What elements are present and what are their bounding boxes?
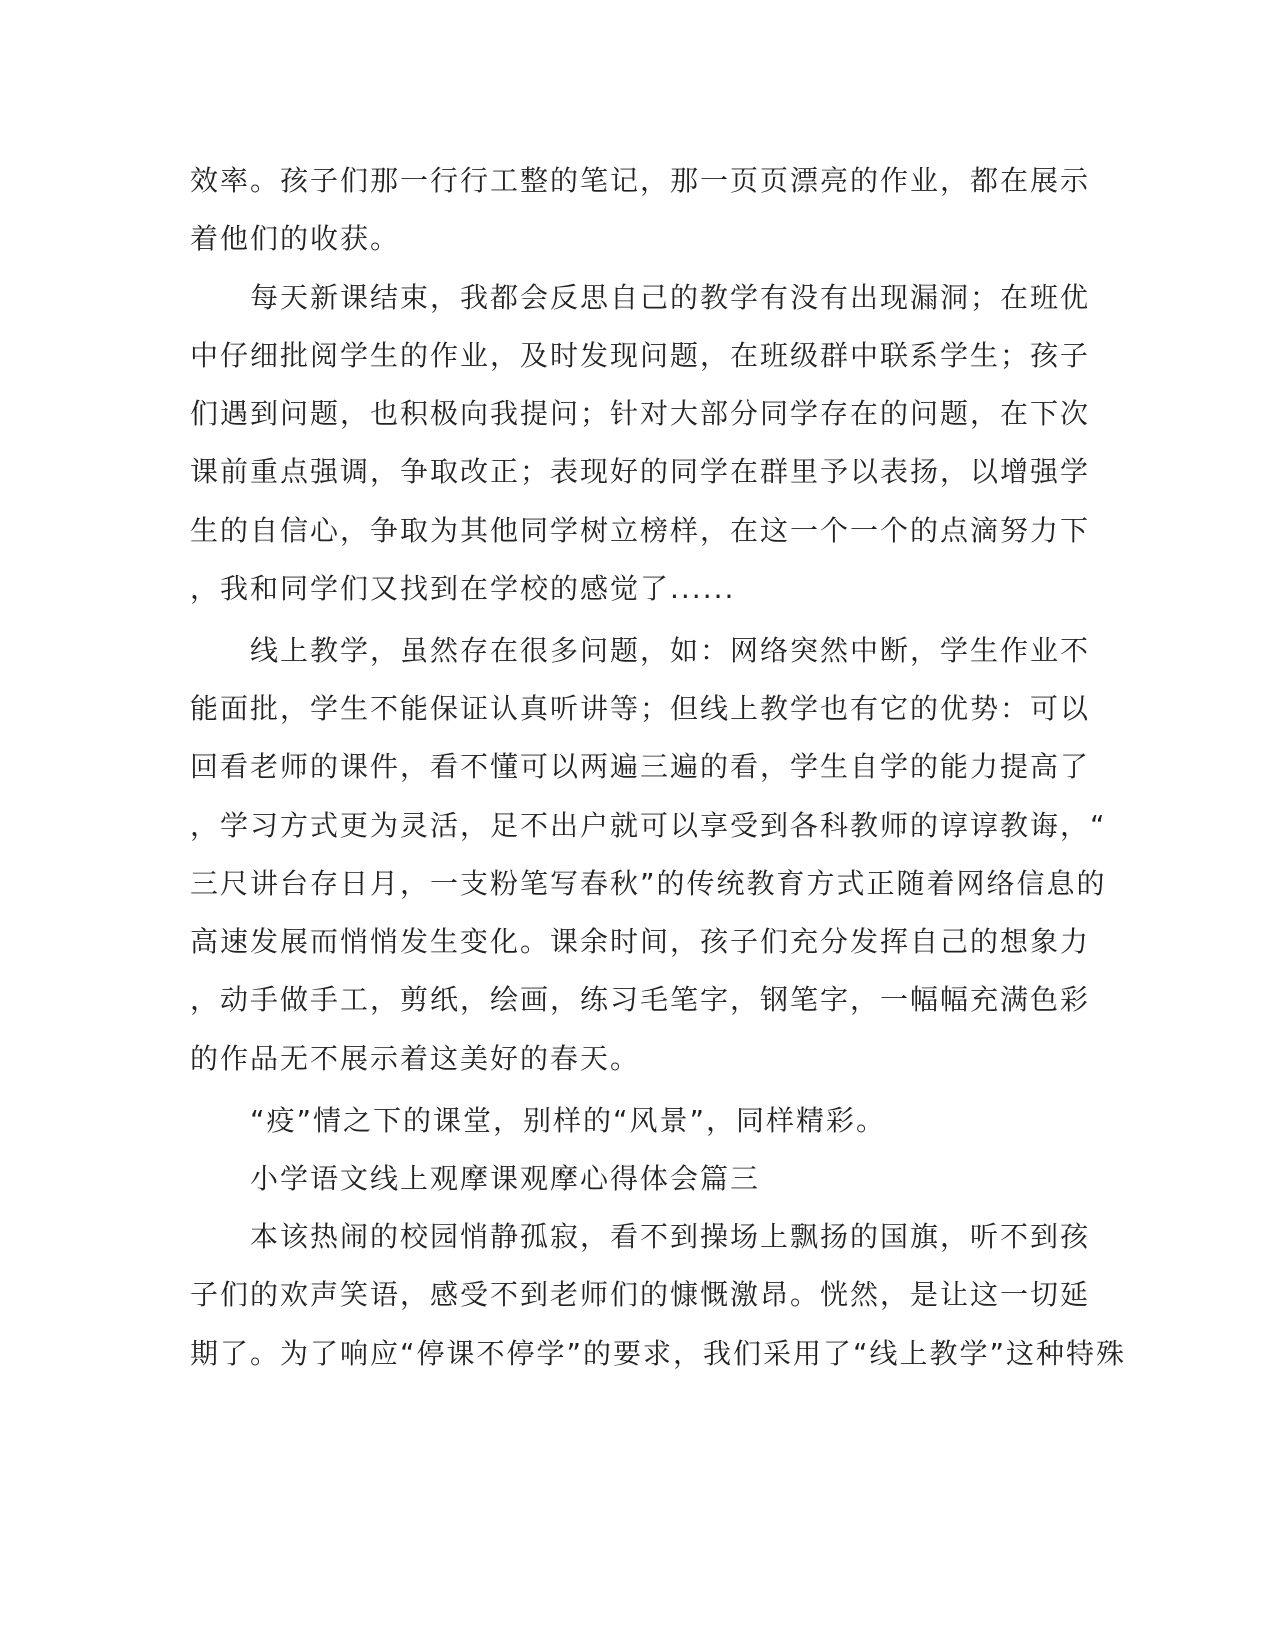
text-line: 效率。孩子们那一行行工整的笔记，那一页页漂亮的作业，都在展示	[190, 164, 1091, 197]
text-line: ，学习方式更为灵活，足不出户就可以享受到各科教师的谆谆教诲，“	[190, 809, 1107, 842]
text-line: 子们的欢声笑语，感受不到老师们的慷慨激昂。恍然，是让这一切延	[190, 1278, 1091, 1311]
text-line: 本该热闹的校园悄静孤寂，看不到操场上飘扬的国旗，听不到孩	[190, 1220, 1091, 1253]
text-line: 中仔细批阅学生的作业，及时发现问题，在班级群中联系学生；孩子	[190, 339, 1091, 372]
text-line: “疫”情之下的课堂，别样的“风景”，同样精彩。	[190, 1104, 887, 1137]
text-line: ，我和同学们又找到在学校的感觉了......	[190, 572, 736, 605]
text-line: 着他们的收获。	[190, 222, 401, 255]
text-line: 期了。为了响应“停课不停学”的要求，我们采用了“线上教学”这种特殊	[190, 1337, 1127, 1370]
text-line: 的作品无不展示着这美好的春天。	[190, 1042, 641, 1075]
text-line: 三尺讲台存日月，一支粉笔写春秋”的传统教育方式正随着网络信息的	[190, 867, 1107, 900]
text-line: 每天新课结束，我都会反思自己的教学有没有出现漏洞；在班优	[190, 281, 1091, 314]
text-line: 高速发展而悄悄发生变化。课余时间，孩子们充分发挥自己的想象力	[190, 925, 1091, 958]
text-line: 课前重点强调，争取改正；表现好的同学在群里予以表扬，以增强学	[190, 455, 1091, 488]
text-line: 能面批，学生不能保证认真听讲等；但线上教学也有它的优势：可以	[190, 692, 1091, 725]
text-line: 生的自信心，争取为其他同学树立榜样，在这一个一个的点滴努力下	[190, 514, 1091, 547]
text-line: ，动手做手工，剪纸，绘画，练习毛笔字，钢笔字，一幅幅充满色彩	[190, 983, 1091, 1016]
text-line: 线上教学，虽然存在很多问题，如：网络突然中断，学生作业不	[190, 634, 1091, 667]
text-line: 们遇到问题，也积极向我提问；针对大部分同学存在的问题，在下次	[190, 397, 1091, 430]
text-line: 回看老师的课件，看不懂可以两遍三遍的看，学生自学的能力提高了	[190, 750, 1091, 783]
section-heading: 小学语文线上观摩课观摩心得体会篇三	[190, 1162, 761, 1195]
